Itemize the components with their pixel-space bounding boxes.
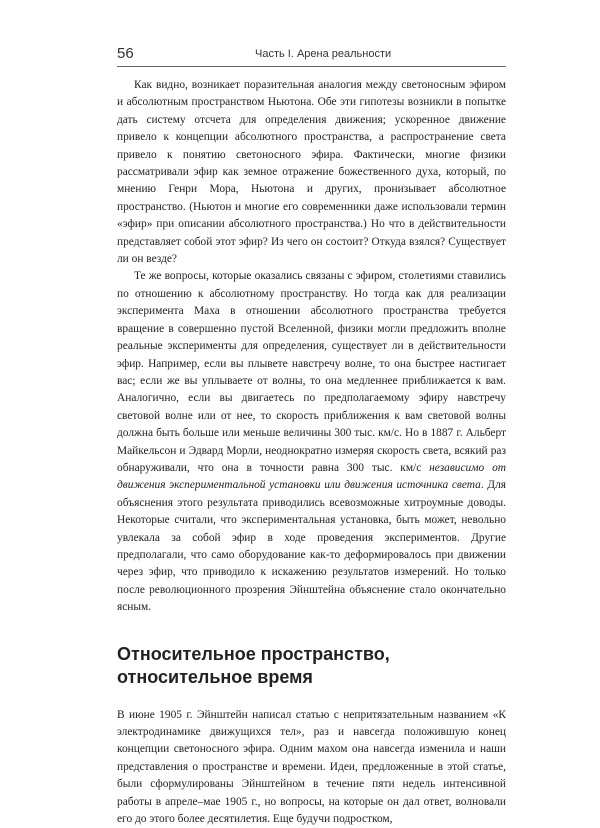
paragraph-text: Те же вопросы, которые оказались связаны с эфиром, столетиями ставились по отношению к абсолютному пространству. Но тогда как для реализации эксперимента Маха в отношении абсолютного пространства требуется вращение в совершенно пустой Вселенной, физики могли предложить вполне реальные эксперименты для определения, существует ли в действительности эфир. Например, если вы плывете навстречу волне, то она быстрее настигает вас; если же вы уплываете от волны, то она медленнее приближается к вам. Аналогично, если вы двигаетесь по предполагаемому эфиру навстречу световой волне или от нее, то скорость приближения к вам световой волны должна быть больше или меньше величины 300 тыс. км/с. Но в 1887 г. Альберт Майкельсон и Эдвард Морли, неоднократно измеряя скорость света, всякий раз обнаруживали, что она в точности равна 300 тыс. км/с <box>117 270 506 474</box>
page-header <box>117 45 506 67</box>
section-heading <box>117 643 506 689</box>
section-heading-line-1: Относительное пространство, <box>117 643 390 664</box>
page-number: 56 <box>117 45 134 62</box>
section-heading-line-2: относительное время <box>117 666 313 687</box>
page-body <box>117 77 506 828</box>
paragraph-michelson-morley <box>117 268 506 616</box>
emphasis-text: независимо от движения экспериментальной установки или движения источника света <box>117 461 506 492</box>
paragraph-text: . Для объяснения этого результата приводились всевозможные хитроумные доводы. Некоторые считали, что экспериментальная установка, быть может, невольно увлекала за собой эфир в ходе проведения экспериментов. Другие предполагали, что само оборудование как-то деформировалось при движении через эфир, что приводило к искажению результатов измерений. Но только после революционного прозрения Эйнштейна объяснение стало окончательно ясным. <box>117 479 507 614</box>
paragraph-ether-analogy: Как видно, возникает поразительная аналогия между светоносным эфиром и абсолютным пространством Ньютона. Обе эти гипотезы возникли в попытке дать систему отсчета для определения движения; ускоренное движение привело к концепции абсолютного пространства, а распространение света привело к понятию светоносного эфира. Фактически, многие физики рассматривали эфир как земное отражение божественного духа, который, по мнению Генри Мора, Ньютона и других, пронизывает абсолютное пространство. (Ньютон и многие его современники даже использовали термин «эфир» при описании абсолютного пространства.) Но что в действительности представляет собой этот эфир? Из чего он состоит? Откуда взялся? Существует ли он везде? <box>117 79 506 266</box>
header-rule <box>117 66 506 67</box>
paragraph-einstein-1905: В июне 1905 г. Эйнштейн написал статью с непритязательным названием «К электродинамике движущихся тел», раз и навсегда положившую конец концепции светоносного эфира. Одним махом она навсегда изменила и наши представления о пространстве и времени. Идеи, предложенные в этой статье, были сформулированы Эйнштейном в течение пяти недель интенсивной работы в апреле–мае 1905 г., но вопросы, на которые он дал ответ, волновали его до этого более десятилетия. Еще будучи подростком, <box>117 708 506 826</box>
running-head: Часть I. Арена реальности <box>255 48 392 60</box>
